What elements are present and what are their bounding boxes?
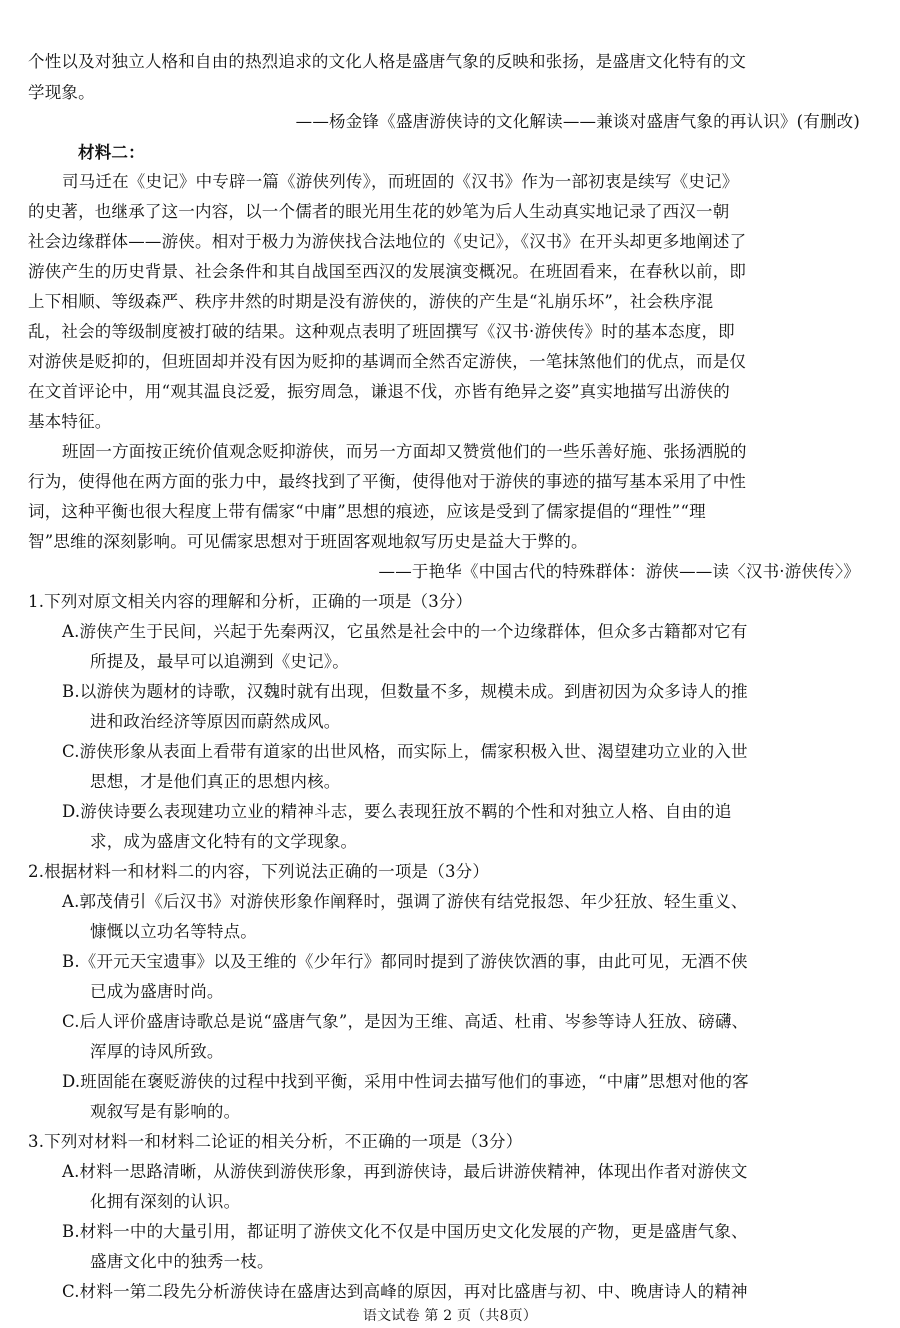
option-line: B.以游侠为题材的诗歌，汉魏时就有出现，但数量不多，规模未成。到唐初因为众多诗人的推 <box>62 682 748 701</box>
question-stem: 1.下列对原文相关内容的理解和分析，正确的一项是（3分） <box>28 592 473 611</box>
option-line: 所提及，最早可以追溯到《史记》。 <box>90 652 349 671</box>
option-line: 已成为盛唐时尚。 <box>90 982 224 1001</box>
text-line: 基本特征。 <box>28 412 112 431</box>
text-line: 乱，社会的等级制度被打破的结果。这种观点表明了班固撰写《汉书·游侠传》时的基本态度，即 <box>28 322 735 341</box>
option-line: 求，成为盛唐文化特有的文学现象。 <box>90 832 358 851</box>
option-line: D.班固能在褒贬游侠的过程中找到平衡，采用中性词去描写他们的事迹，“中庸”思想对他的客 <box>62 1072 749 1091</box>
source-citation: ——杨金锋《盛唐游侠诗的文化解读——兼谈对盛唐气象的再认识》(有删改) <box>295 112 860 131</box>
option-line: 思想，才是他们真正的思想内核。 <box>90 772 341 791</box>
text-line: 班固一方面按正统价值观念贬抑游侠，而另一方面却又赞赏他们的一些乐善好施、张扬洒脱的 <box>62 442 747 461</box>
text-line: 行为，使得他在两方面的张力中，最终找到了平衡，使得他对于游侠的事迹的描写基本采用了中性 <box>28 472 747 491</box>
option-line: 观叙写是有影响的。 <box>90 1102 241 1121</box>
text-line: 对游侠是贬抑的，但班固却并没有因为贬抑的基调而全然否定游侠，一笔抹煞他们的优点，而是仅 <box>28 352 747 371</box>
question-stem: 2.根据材料一和材料二的内容，下列说法正确的一项是（3分） <box>28 862 490 881</box>
text-line: 个性以及对独立人格和自由的热烈追求的文化人格是盛唐气象的反映和张扬，是盛唐文化特有的文 <box>28 52 747 71</box>
option-line: D.游侠诗要么表现建功立业的精神斗志，要么表现狂放不羁的个性和对独立人格、自由的追 <box>62 802 732 821</box>
option-line: B.《开元天宝遗事》以及王维的《少年行》都同时提到了游侠饮酒的事，由此可见，无酒不侠 <box>62 952 748 971</box>
source-citation: ——于艳华《中国古代的特殊群体：游侠——读〈汉书·游侠传〉》 <box>378 562 860 581</box>
option-line: A.郭茂倩引《后汉书》对游侠形象作阐释时，强调了游侠有结党报怨、年少狂放、轻生重义、 <box>62 892 748 911</box>
text-line: 在文首评论中，用“观其温良泛爱，振穷周急，谦退不伐，亦皆有绝异之姿”真实地描写出游侠的 <box>28 382 730 401</box>
text-line: 智”思维的深刻影响。可见儒家思想对于班固客观地叙写历史是益大于弊的。 <box>28 532 588 551</box>
text-line: 词，这种平衡也很大程度上带有儒家“中庸”思想的痕迹，应该是受到了儒家提倡的“理性”“理 <box>28 502 706 521</box>
option-line: 浑厚的诗风所致。 <box>90 1042 224 1061</box>
section-heading: 材料二： <box>78 143 145 162</box>
option-line: C.后人评价盛唐诗歌总是说“盛唐气象”，是因为王维、高适、杜甫、岑参等诗人狂放、磅礴、 <box>62 1012 749 1031</box>
text-line: 社会边缘群体——游侠。相对于极力为游侠找合法地位的《史记》，《汉书》在开头却更多地阐述了 <box>28 232 747 251</box>
text-line: 游侠产生的历史背景、社会条件和其自战国至西汉的发展演变概况。在班固看来，在春秋以前，即 <box>28 262 747 281</box>
text-line: 的史著，也继承了这一内容，以一个儒者的眼光用生花的妙笔为后人生动真实地记录了西汉一朝 <box>28 202 730 221</box>
text-line: 学现象。 <box>28 83 95 102</box>
page-footer: 语文试卷 第 2 页（共8页） <box>362 1308 538 1324</box>
question-stem: 3.下列对材料一和材料二论证的相关分析，不正确的一项是（3分） <box>28 1132 523 1151</box>
option-line: A.材料一思路清晰，从游侠到游侠形象，再到游侠诗，最后讲游侠精神，体现出作者对游侠文 <box>62 1162 748 1181</box>
option-line: 进和政治经济等原因而蔚然成风。 <box>90 712 341 731</box>
option-line: C.游侠形象从表面上看带有道家的出世风格，而实际上，儒家积极入世、渴望建功立业的入世 <box>62 742 748 761</box>
option-line: 化拥有深刻的认识。 <box>90 1192 241 1211</box>
option-line: B.材料一中的大量引用，都证明了游侠文化不仅是中国历史文化发展的产物，更是盛唐气象、 <box>62 1222 748 1241</box>
option-line: A.游侠产生于民间，兴起于先秦两汉，它虽然是社会中的一个边缘群体，但众多古籍都对它有 <box>62 622 748 641</box>
text-line: 司马迁在《史记》中专辟一篇《游侠列传》，而班固的《汉书》作为一部初衷是续写《史记》 <box>62 172 739 191</box>
text-line: 上下相顺、等级森严、秩序井然的时期是没有游侠的，游侠的产生是“礼崩乐坏”，社会秩序混 <box>28 292 714 311</box>
option-line: 盛唐文化中的独秀一枝。 <box>90 1252 274 1271</box>
option-line: 慷慨以立功名等特点。 <box>90 922 257 941</box>
option-line: C.材料一第二段先分析游侠诗在盛唐达到高峰的原因，再对比盛唐与初、中、晚唐诗人的精神 <box>62 1282 748 1301</box>
